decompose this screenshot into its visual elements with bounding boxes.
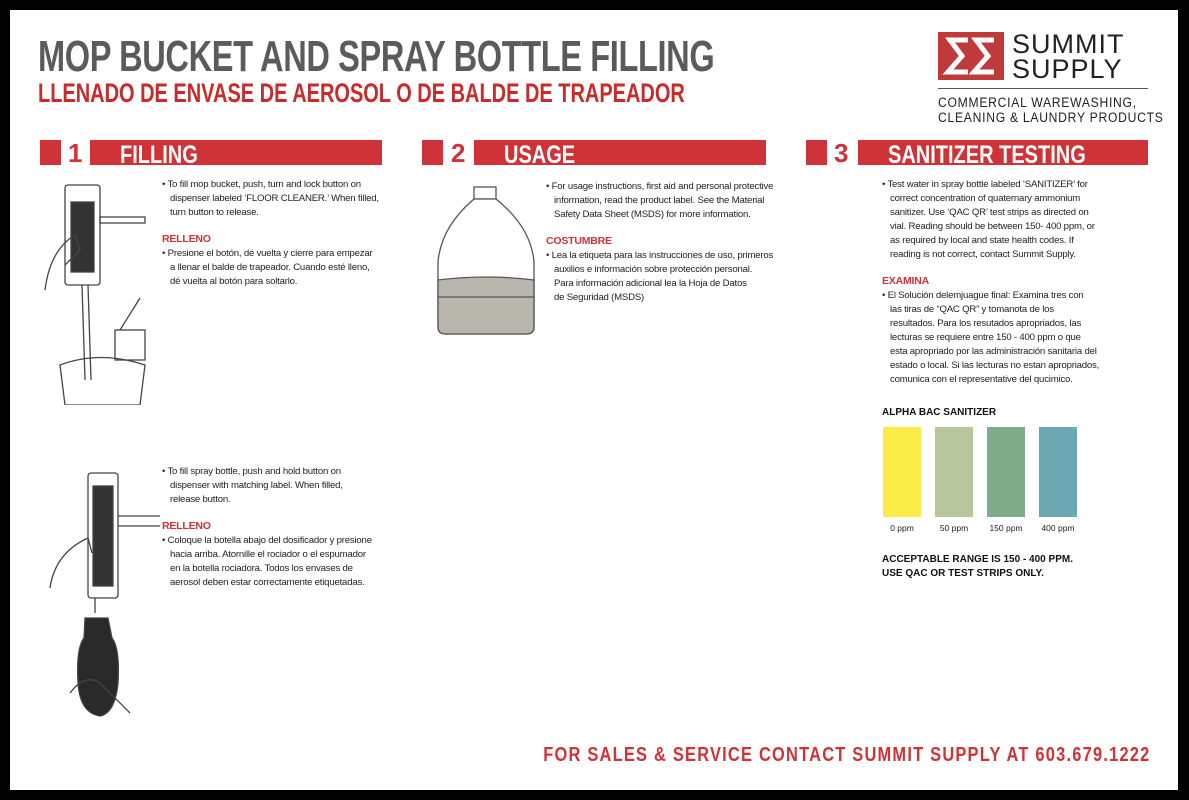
section-3-marker [806,140,827,165]
mop-bucket-dispenser-illustration [30,180,160,405]
section-1-number: 1 [68,138,83,168]
section-1-marker [40,140,61,165]
strip-label: 50 ppm [939,523,969,533]
strip-label: 150 ppm [989,523,1023,533]
spray-bottle-dispenser-illustration [30,468,160,718]
section-3-header: SANITIZER TESTING [858,140,1148,165]
strip-0ppm [883,427,921,517]
section-2-header: USAGE [474,140,766,165]
mop-filling-instructions: • To fill mop bucket, push, turn and lock button on dispenser labeled ‘FLOOR CLEANER.’ When filled, turn button to release. RELLENO • Presione el botón, dé vuelta y cierre para empezar a llenar el balde de trapeador. Cuando esté lleno, dé vuelta al botón para soltarlo. [162,178,402,289]
sanitizer-instructions: • Test water in spray bottle labeled ‘SANITIZER’ for correct concentration of quaternary ammonium sanitizer. Use ‘QAC QR’ test strips as directed on vial. Reading should be between 150- 400 ppm, or as required by local and state health codes. If reading is not correct, contact Summit Supply. EXAMINA • El Solución delemjuague final: Examina tres con las tiras de “QAC QR” y tomanota de los resultados. Para los resutados apropriados, las lecturas se requiere entre 150 - 400 ppm o que esta apropriado por las administración sanitaria del estado o local. Si las lecturas no estan apropriados, comunica con el representative del qucimico. [882,178,1132,387]
strip-150ppm [987,427,1025,517]
usage-instructions: • For usage instructions, first aid and personal protective information, read the product label. See the Material Safety Data Sheet (MSDS) for more information. COSTUMBRE • Lea la etiqueta para las instrucciones de uso, primeros auxilios e información sobre protección personal. Para información adicional lea la Hoja de Datos de Seguridad (MSDS) [546,180,786,305]
strip-50ppm [935,427,973,517]
page-subtitle: LLENADO DE ENVASE DE AEROSOL O DE BALDE DE TRAPEADOR [38,78,685,108]
section-2-marker [422,140,443,165]
section-3-number: 3 [834,138,849,168]
logo-divider [938,88,1148,89]
poster [10,10,1178,790]
strip-label: 400 ppm [1041,523,1075,533]
chemical-jug-illustration [426,182,546,347]
strip-chart-title: ALPHA BAC SANITIZER [882,407,997,418]
footer-contact: FOR SALES & SERVICE CONTACT SUMMIT SUPPLY AT 603.679.1222 [542,744,1150,766]
strip-400ppm [1039,427,1077,517]
strip-label: 0 ppm [890,523,914,533]
section-2-number: 2 [451,138,466,168]
acceptable-range-note: ACCEPTABLE RANGE IS 150 - 400 PPM. USE QAC OR TEST STRIPS ONLY. [882,554,1073,579]
spray-filling-instructions: • To fill spray bottle, push and hold button on dispenser with matching label. When filled, release button. RELLENO • Coloque la botella abajo del dosificador y presione hacia arriba. Atornille el rociador o el espumador en la botella rociadora. Todos los envases de aerosol deben estar correctamente etiquetadas. [162,465,402,590]
section-1-header: FILLING [90,140,382,165]
logo-name: SUMMIT SUPPLY [1012,29,1125,84]
logo-mark-icon [938,32,1004,80]
logo-tagline: COMMERCIAL WAREWASHING, CLEANING & LAUNDRY PRODUCTS [938,95,1164,125]
page-title: MOP BUCKET AND SPRAY BOTTLE FILLING [38,32,715,81]
